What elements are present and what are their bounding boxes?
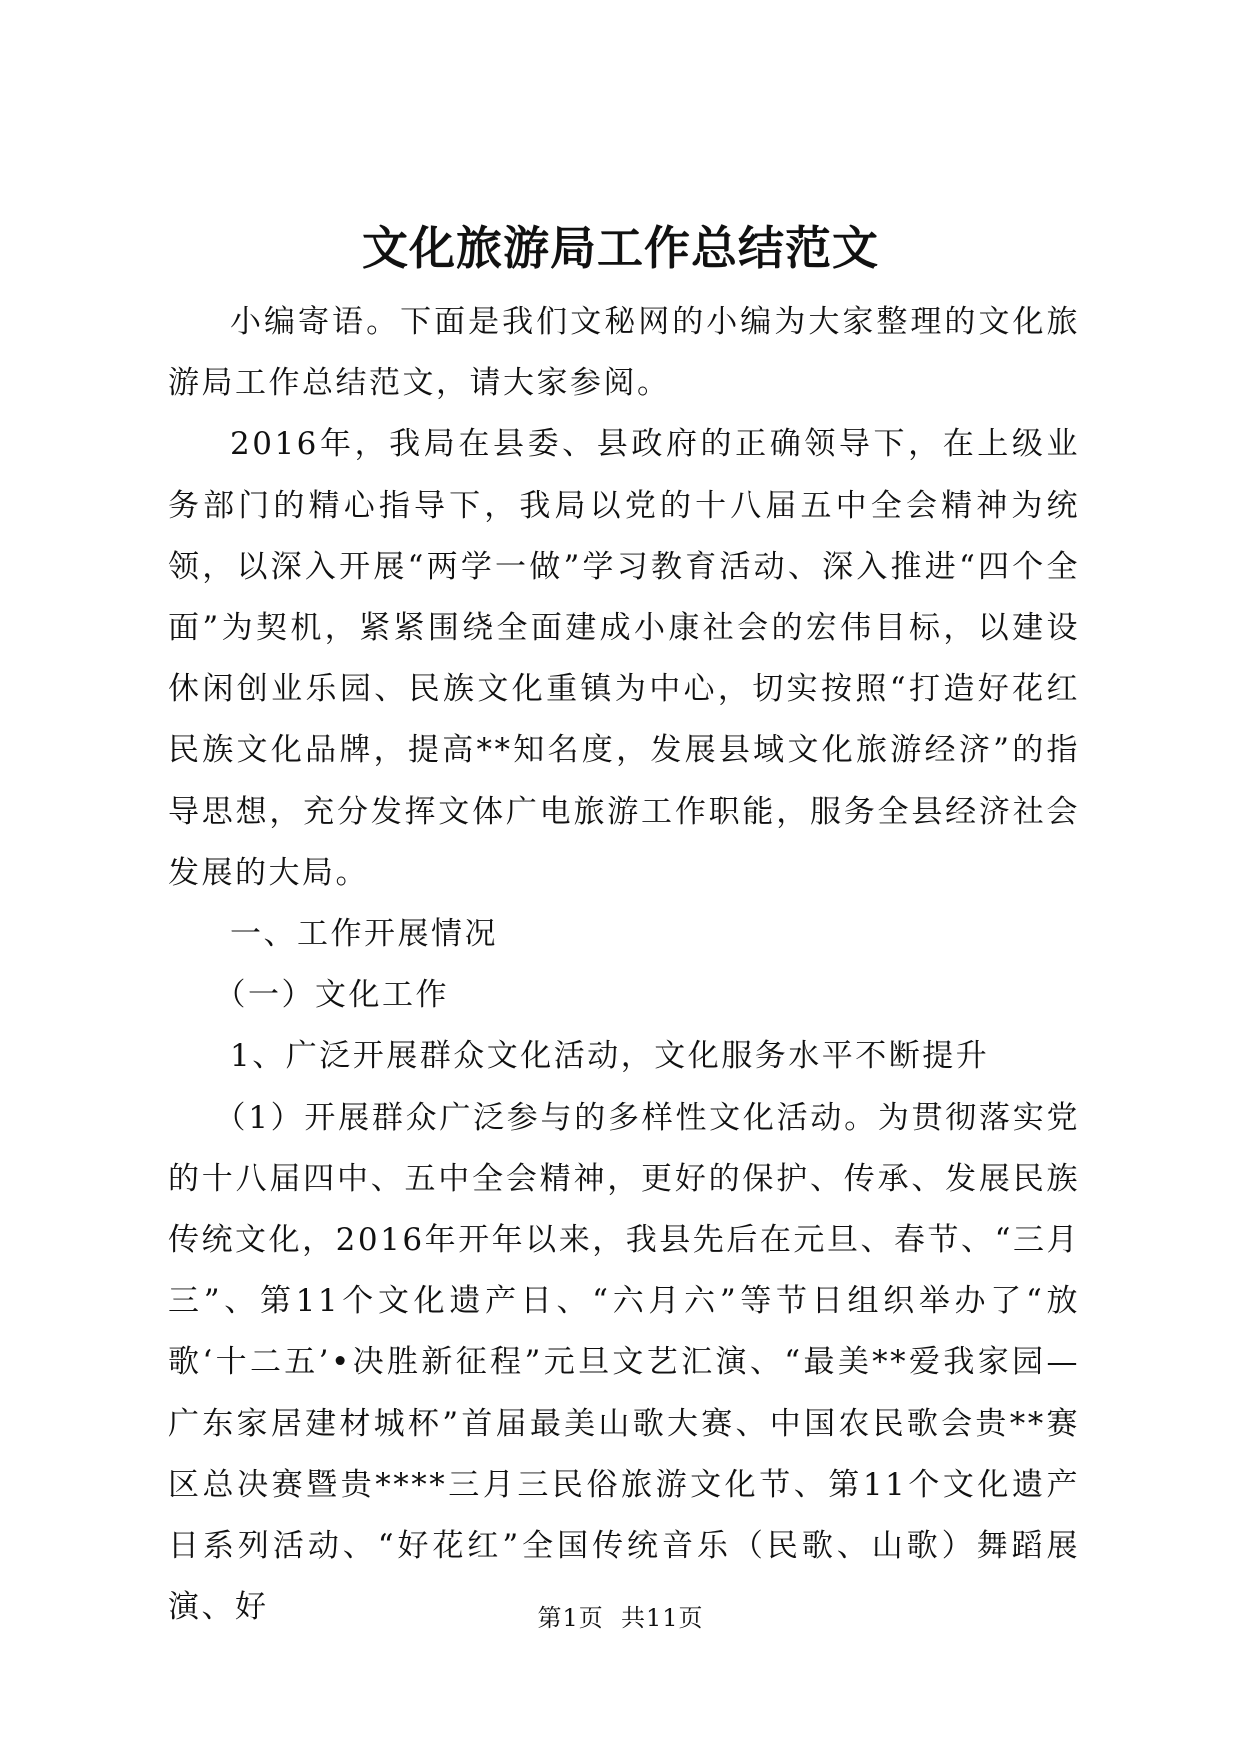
page-number: 第1页 共11页 bbox=[537, 1604, 704, 1632]
activity-paragraph: （1）开展群众广泛参与的多样性文化活动。为贯彻落实党的十八届四中、五中全会精神，更好的保护、传承、发展民族传统文化，2016年开年以来，我县先后在元旦、春节、“三月三”、第11个文化遗产日、“六月六”等节日组织举办了“放歌‘十二五’•决胜新征程”元旦文艺汇演、“最美**爱我家园—广东家居建材城杯”首届最美山歌大赛、中国农民歌会贵**赛区总决赛暨贵****三月三民俗旅游文化节、第11个文化遗产日系列活动、“好花红”全国传统音乐（民歌、山歌）舞蹈展演、好 bbox=[168, 1099, 1080, 1626]
subsection-heading: （一）文化工作 bbox=[214, 977, 449, 1014]
page-footer bbox=[0, 1602, 1241, 1634]
intro-paragraph: 小编寄语。下面是我们文秘网的小编为大家整理的文化旅游局工作总结范文，请大家参阅。 bbox=[168, 304, 1080, 402]
item-heading: 1、广泛开展群众文化活动，文化服务水平不断提升 bbox=[230, 1038, 990, 1075]
overview-paragraph: 2016年，我局在县委、县政府的正确领导下，在上级业务部门的精心指导下，我局以党的十八届五中全会精神为统领，以深入开展“两学一做”学习教育活动、深入推进“四个全面”为契机，紧紧围绕全面建成小康社会的宏伟目标，以建设休闲创业乐园、民族文化重镇为中心，切实按照“打造好花红民族文化品牌，提高**知名度，发展县域文化旅游经济”的指导思想，充分发挥文体广电旅游工作职能，服务全县经济社会发展的大局。 bbox=[168, 426, 1080, 891]
document-title: 文化旅游局工作总结范文 bbox=[362, 221, 879, 275]
document-body bbox=[168, 292, 1080, 1638]
section-heading: 一、工作开展情况 bbox=[230, 916, 498, 953]
